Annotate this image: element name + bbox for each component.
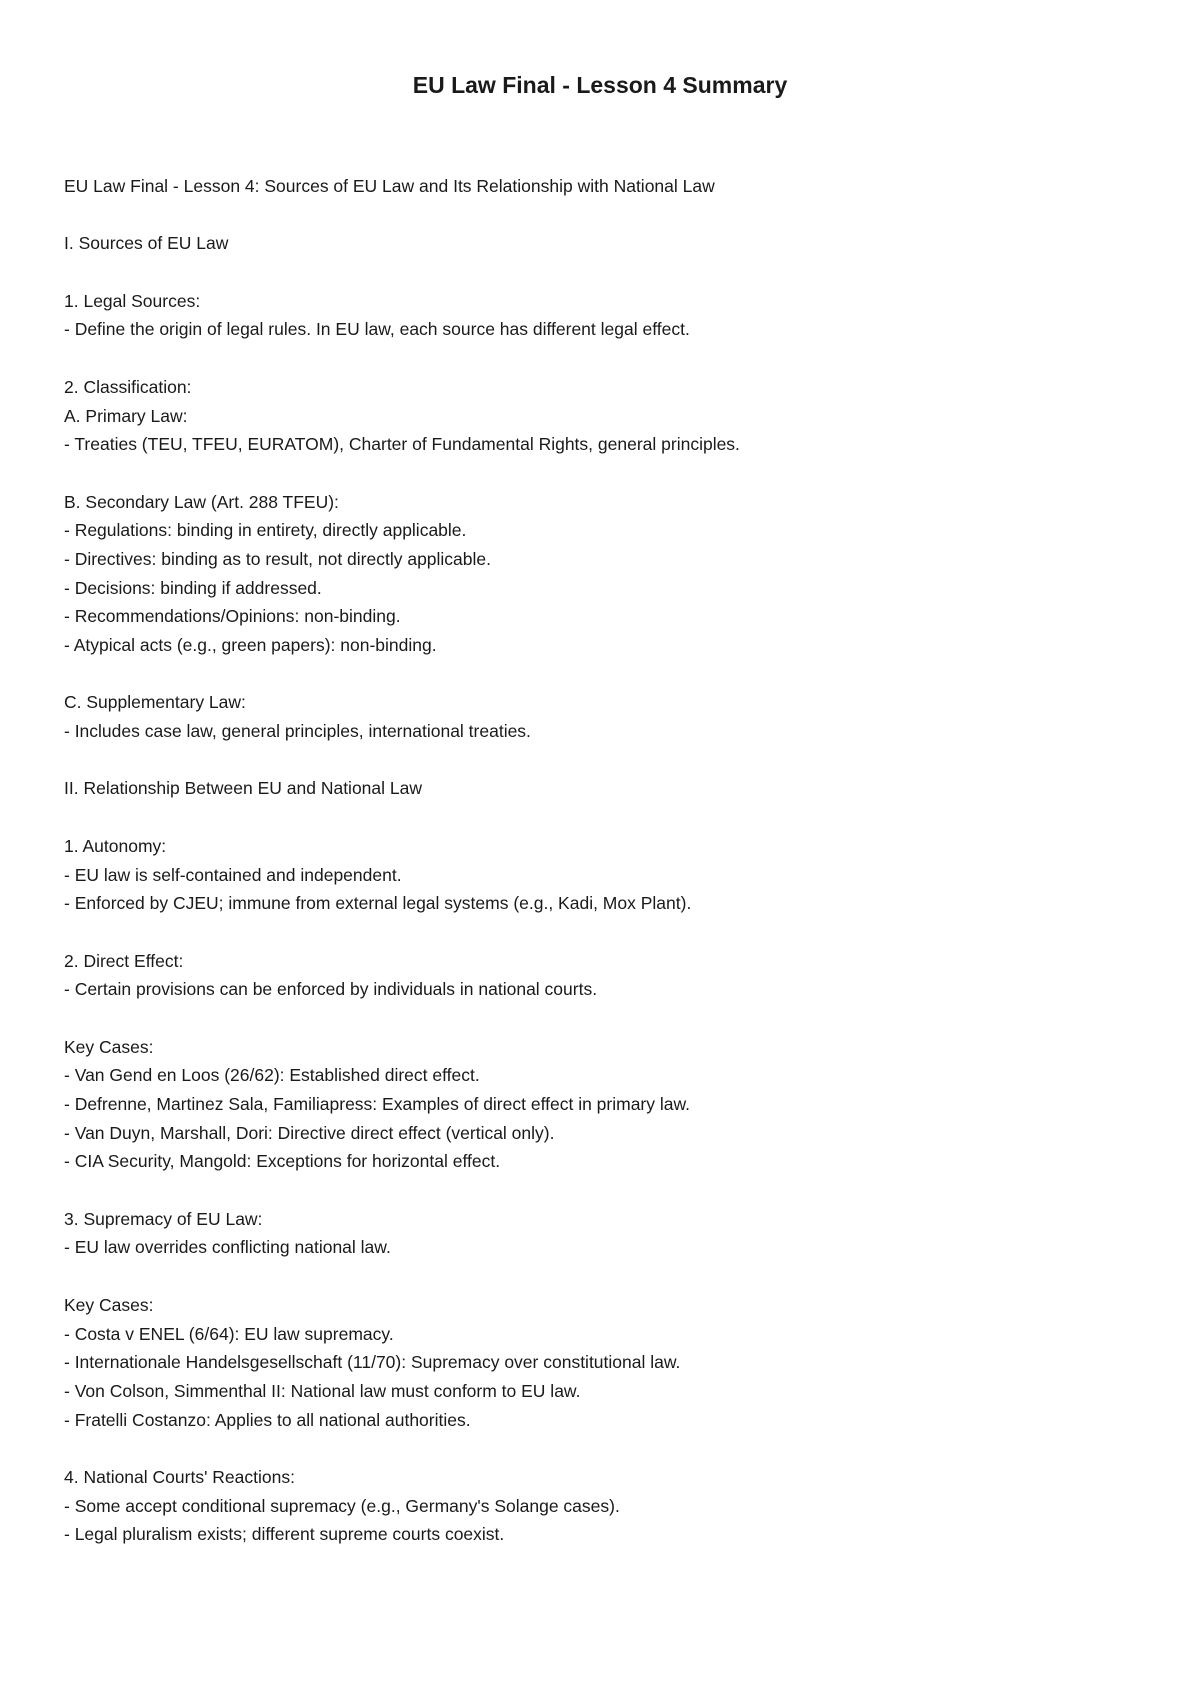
list-item: - EU law overrides conflicting national law.: [64, 1237, 391, 1258]
subheading-secondary-law: B. Secondary Law (Art. 288 TFEU):: [64, 491, 339, 512]
list-item: - Some accept conditional supremacy (e.g., Germany's Solange cases).: [64, 1495, 620, 1516]
spacer: [64, 1434, 1144, 1463]
list-item: - Costa v ENEL (6/64): EU law supremacy.: [64, 1323, 394, 1344]
list-item: - Atypical acts (e.g., green papers): non-binding.: [64, 635, 437, 655]
list-item: - CIA Security, Mangold: Exceptions for horizontal effect.: [64, 1151, 501, 1172]
spacer: [64, 918, 1144, 947]
subheading-classification: 2. Classification:: [64, 376, 192, 397]
list-item: - Legal pluralism exists; different supreme courts coexist.: [64, 1524, 505, 1545]
list-item: - Includes case law, general principles, international treaties.: [64, 721, 531, 742]
list-item: - Regulations: binding in entirety, directly applicable.: [64, 520, 467, 541]
subheading-autonomy: 1. Autonomy:: [64, 835, 167, 856]
subheading-legal-sources: 1. Legal Sources:: [64, 290, 201, 311]
subheading-primary-law: A. Primary Law:: [64, 405, 188, 426]
list-item: - Enforced by CJEU; immune from external legal systems (e.g., Kadi, Mox Plant).: [64, 893, 692, 914]
spacer: [64, 1176, 1144, 1205]
list-item: - Von Colson, Simmenthal II: National law must conform to EU law.: [64, 1380, 581, 1401]
list-item: - Treaties (TEU, TFEU, EURATOM), Charter of Fundamental Rights, general principles.: [64, 434, 740, 455]
key-cases-heading: Key Cases:: [64, 1294, 154, 1315]
list-item: - Van Duyn, Marshall, Dori: Directive direct effect (vertical only).: [64, 1122, 555, 1143]
document-title: EU Law Final - Lesson 4 Summary: [412, 72, 788, 98]
list-item: - Van Gend en Loos (26/62): Established direct effect.: [64, 1065, 480, 1086]
list-item: - Recommendations/Opinions: non-binding.: [64, 606, 401, 627]
list-item: - EU law is self-contained and independent.: [64, 864, 402, 885]
subheading-direct-effect: 2. Direct Effect:: [64, 950, 184, 971]
spacer: [64, 201, 1144, 230]
spacer: [64, 660, 1144, 689]
key-cases-heading: Key Cases:: [64, 1036, 154, 1057]
subheading-supremacy: 3. Supremacy of EU Law:: [64, 1208, 263, 1229]
section-heading-relationship: II. Relationship Between EU and National Law: [64, 778, 422, 799]
list-item: - Directives: binding as to result, not directly applicable.: [64, 548, 492, 569]
subheading-supplementary-law: C. Supplementary Law:: [64, 692, 246, 713]
list-item: - Certain provisions can be enforced by individuals in national courts.: [64, 979, 598, 1000]
list-item: - Decisions: binding if addressed.: [64, 577, 322, 598]
spacer: [64, 1004, 1144, 1033]
spacer: [64, 344, 1144, 373]
spacer: [64, 258, 1144, 287]
subheading-national-courts: 4. National Courts' Reactions:: [64, 1466, 295, 1487]
spacer: [64, 1262, 1144, 1291]
list-item: - Define the origin of legal rules. In EU law, each source has different legal effect.: [64, 319, 690, 340]
section-heading-sources: I. Sources of EU Law: [64, 233, 229, 254]
list-item: - Defrenne, Martinez Sala, Familiapress: Examples of direct effect in primary law.: [64, 1094, 691, 1114]
list-item: - Internationale Handelsgesellschaft (11/70): Supremacy over constitutional law.: [64, 1352, 681, 1373]
document-subtitle: EU Law Final - Lesson 4: Sources of EU Law and Its Relationship with National Law: [64, 176, 715, 196]
spacer: [64, 459, 1144, 488]
spacer: [64, 746, 1144, 775]
spacer: [64, 803, 1144, 832]
list-item: - Fratelli Costanzo: Applies to all national authorities.: [64, 1409, 471, 1430]
document-body: [64, 172, 1144, 1549]
